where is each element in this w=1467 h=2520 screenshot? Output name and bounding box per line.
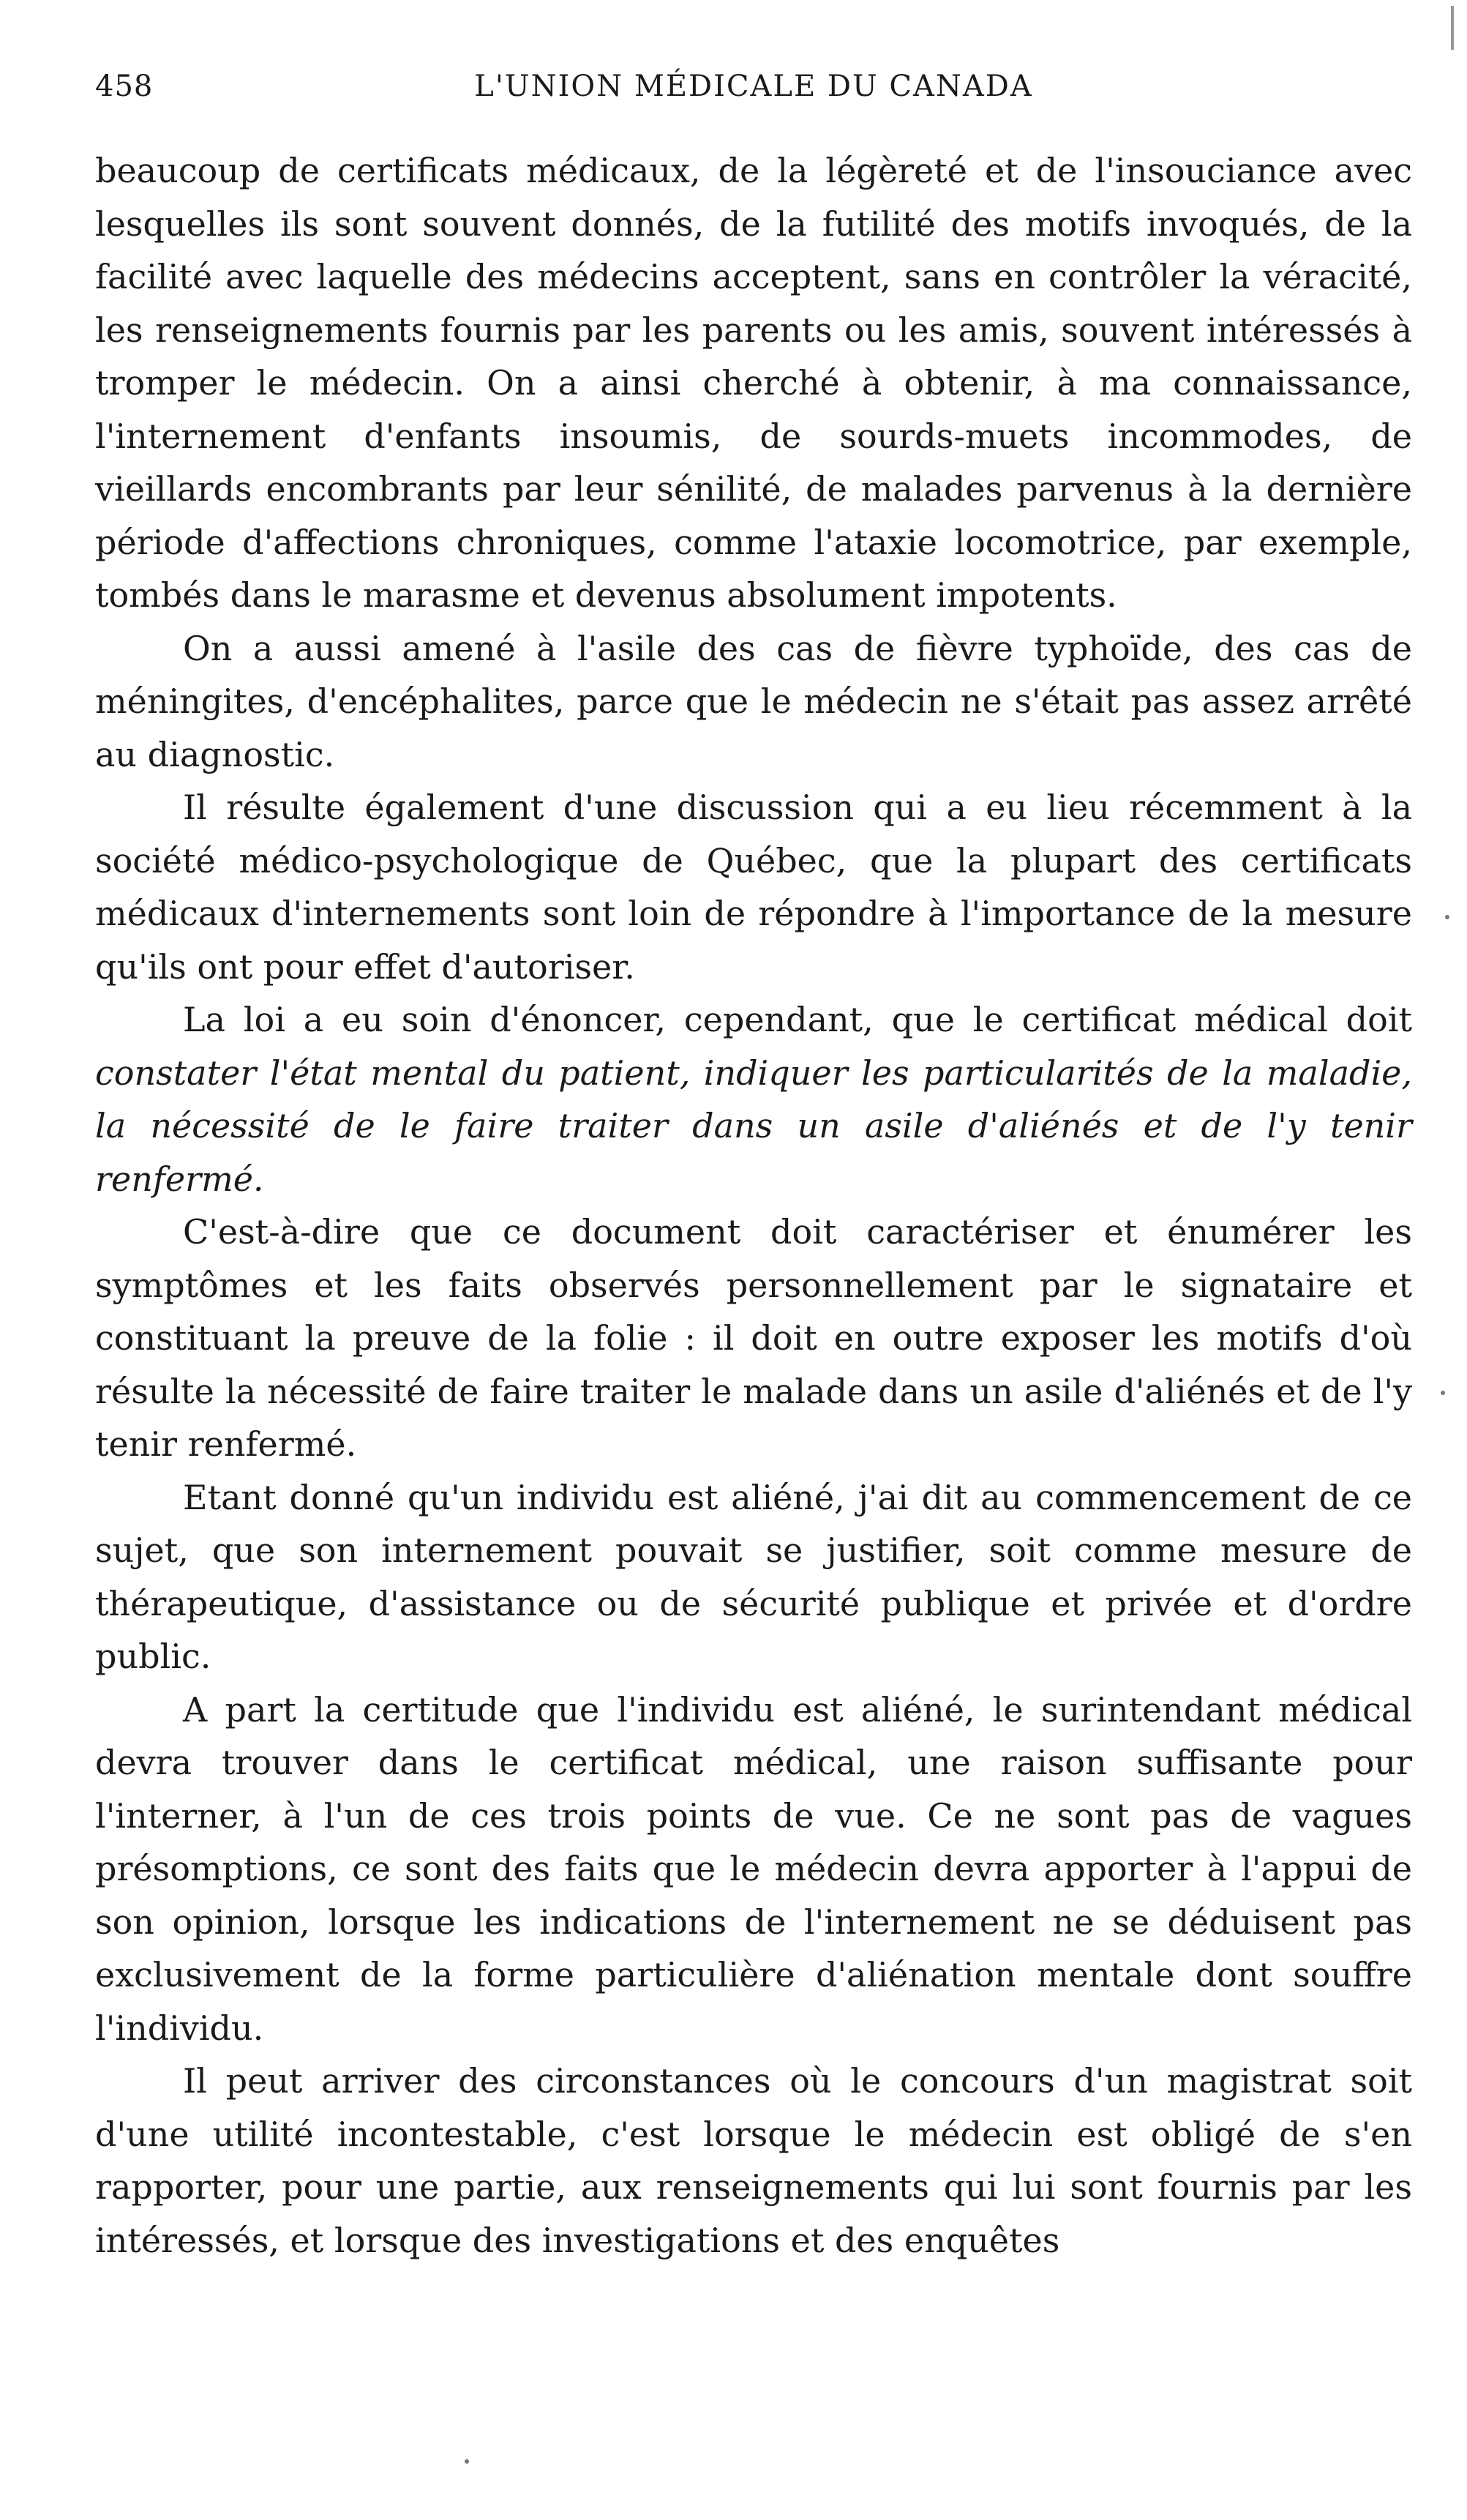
scan-dot	[1441, 1391, 1445, 1395]
paragraph	[95, 622, 1412, 782]
scan-dot	[465, 2459, 469, 2464]
journal-title: L'UNION MÉDICALE DU CANADA	[474, 70, 1033, 103]
text-segment: On a aussi amené à l'asile des cas de fièvre typhoïde, des cas de méningites, d'encéphalites, parce que le médecin ne s'était pas assez arrêté au diagnostic.	[95, 628, 1412, 774]
page-number: 458	[95, 70, 154, 103]
text-segment: La loi a eu soin d'énoncer, cependant, que le certificat médical doit	[183, 1000, 1412, 1039]
body-text	[95, 144, 1412, 2267]
text-segment: Il résulte également d'une discussion qui a eu lieu récemment à la société médico-psychologique de Québec, que la plupart des certificats médicaux d'internements sont loin de répondre à l'importance de la mesure qu'ils ont pour effet d'autoriser.	[95, 788, 1412, 987]
paragraph	[95, 144, 1412, 622]
text-segment: Etant donné qu'un individu est aliéné, j'ai dit au commencement de ce sujet, que son internement pouvait se justifier, soit comme mesure de thérapeutique, d'assistance ou de sécurité publique et privée et d'ordre public.	[95, 1477, 1412, 1676]
paragraph	[95, 1471, 1412, 1683]
text-segment: A part la certitude que l'individu est aliéné, le surintendant médical devra trouver dans le certificat médical, une raison suffisante pour l'interner, à l'un de ces trois points de vue. Ce ne sont pas de vagues présomptions, ce sont des faits que le médecin devra apporter à l'appui de son opinion, lorsque les indications de l'internement ne se déduisent pas exclusivement de la forme particulière d'aliénation mentale dont souffre l'individu.	[95, 1689, 1412, 2048]
paragraph	[95, 1683, 1412, 2055]
scan-dot	[1445, 915, 1449, 919]
paragraph	[95, 781, 1412, 993]
italic-text-segment: constater l'état mental du patient, indiquer les particularités de la maladie, la nécessité de le faire traiter dans un asile d'aliénés et de l'y tenir renfermé.	[95, 1053, 1412, 1199]
paragraph	[95, 993, 1412, 1205]
document-page	[95, 70, 1412, 2485]
text-segment: C'est-à-dire que ce document doit caractériser et énumérer les symptômes et les faits observés personnellement par le signataire et constituant la preuve de la folie : il doit en outre exposer les motifs d'où résulte la nécessité de faire traiter le malade dans un asile d'aliénés et de l'y tenir renfermé.	[95, 1212, 1412, 1464]
paragraph	[95, 2054, 1412, 2267]
running-head	[95, 70, 1412, 113]
text-segment: Il peut arriver des circonstances où le concours d'un magistrat soit d'une utilité incontestable, c'est lorsque le médecin est obligé de s'en rapporter, pour une partie, aux renseignements qui lui sont fournis par les intéressés, et lorsque des investigations et des enquêtes	[95, 2061, 1412, 2260]
text-segment: beaucoup de certificats médicaux, de la légèreté et de l'insouciance avec lesquelles ils sont souvent donnés, de la futilité des motifs invoqués, de la facilité avec laquelle des médecins acceptent, sans en contrôler la véracité, les renseignements fournis par les parents ou les amis, souvent intéressés à tromper le médecin. On a ainsi cherché à obtenir, à ma connaissance, l'internement d'enfants insoumis, de sourds-muets incommodes, de vieillards encombrants par leur sénilité, de malades parvenus à la dernière période d'affections chroniques, comme l'ataxie locomotrice, par exemple, tombés dans le marasme et devenus absolument impotents.	[95, 151, 1412, 615]
scan-edge-mark	[1451, 6, 1454, 50]
paragraph	[95, 1205, 1412, 1471]
